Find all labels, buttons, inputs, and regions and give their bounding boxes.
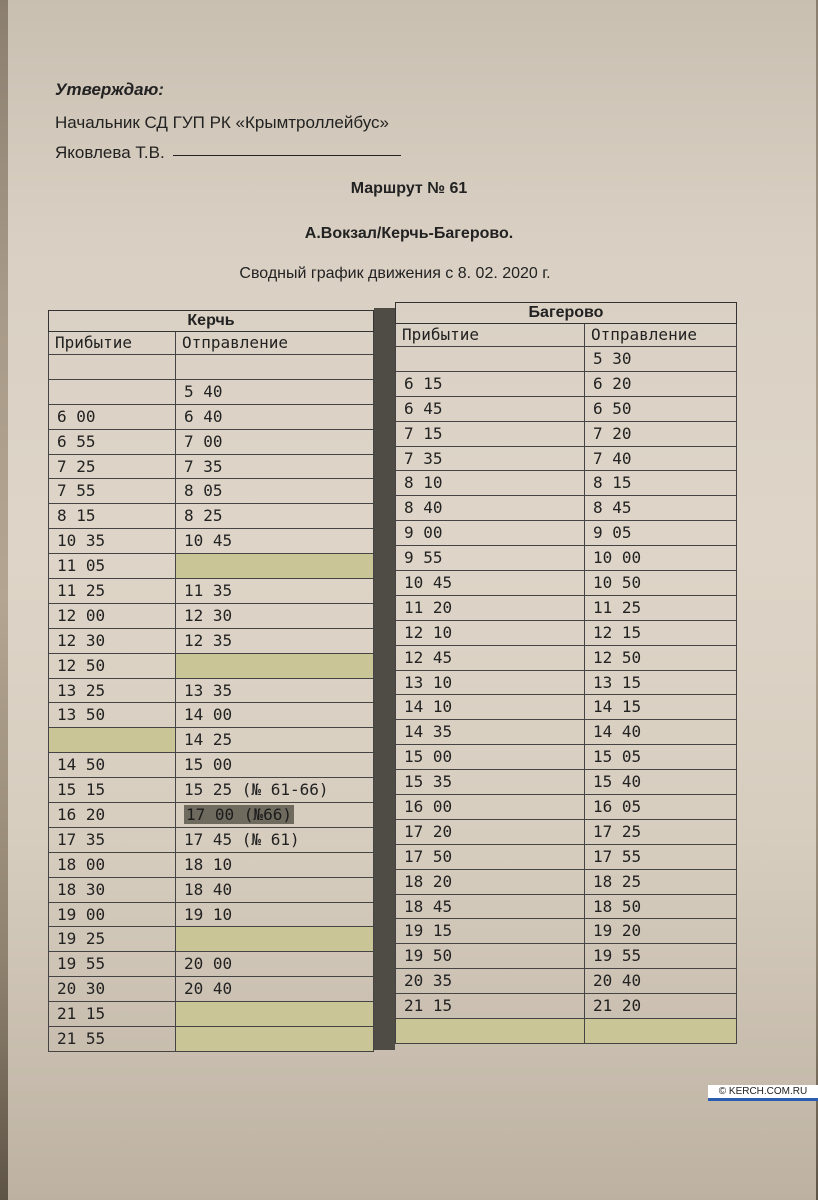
arrival-cell: 12 30 (48, 629, 176, 654)
departure-cell: 6 20 (585, 372, 737, 397)
table-row (48, 903, 374, 928)
arrival-cell: 19 00 (48, 903, 176, 928)
table-row (395, 447, 737, 472)
departure-cell: 10 45 (176, 529, 374, 554)
departure-cell: 19 55 (585, 944, 737, 969)
departure-cell: 20 00 (176, 952, 374, 977)
table-row (395, 994, 737, 1019)
departure-cell: 12 30 (176, 604, 374, 629)
table-row (395, 347, 737, 372)
departure-cell: 7 40 (585, 447, 737, 472)
departure-cell: 15 25 (№ 61-66) (176, 778, 374, 803)
table-row (48, 878, 374, 903)
kerch-table (48, 310, 374, 1052)
departure-cell: 18 10 (176, 853, 374, 878)
table-row (395, 944, 737, 969)
departure-cell: 8 25 (176, 504, 374, 529)
table-row (395, 546, 737, 571)
table-row (395, 596, 737, 621)
table-row (395, 671, 737, 696)
table-row (395, 422, 737, 447)
arrival-cell: 10 35 (48, 529, 176, 554)
departure-cell: 19 10 (176, 903, 374, 928)
table-row (395, 471, 737, 496)
table-row (48, 728, 374, 753)
kerch-departure-header: Отправление (176, 332, 374, 355)
departure-cell: 7 20 (585, 422, 737, 447)
arrival-cell: 21 15 (48, 1002, 176, 1027)
table-row (48, 430, 374, 455)
table-row (395, 1019, 737, 1044)
table-row (395, 770, 737, 795)
table-row (395, 646, 737, 671)
arrival-cell: 20 30 (48, 977, 176, 1002)
arrival-cell (395, 1019, 585, 1044)
departure-cell: 6 50 (585, 397, 737, 422)
table-row (48, 927, 374, 952)
arrival-cell: 18 45 (395, 895, 585, 920)
departure-cell: 11 25 (585, 596, 737, 621)
kerch-arrival-header: Прибытие (48, 332, 176, 355)
departure-cell: 18 50 (585, 895, 737, 920)
arrival-cell: 6 15 (395, 372, 585, 397)
departure-cell: 13 15 (585, 671, 737, 696)
departure-cell: 6 40 (176, 405, 374, 430)
departure-cell: 17 25 (585, 820, 737, 845)
arrival-cell: 18 00 (48, 853, 176, 878)
departure-cell: 17 45 (№ 61) (176, 828, 374, 853)
departure-cell: 12 35 (176, 629, 374, 654)
departure-cell: 15 05 (585, 745, 737, 770)
table-row (395, 496, 737, 521)
kerch-rows (48, 355, 374, 1052)
departure-cell: 13 35 (176, 679, 374, 704)
arrival-cell: 17 20 (395, 820, 585, 845)
departure-cell (176, 355, 374, 380)
table-row (48, 679, 374, 704)
table-row (48, 554, 374, 579)
table-row (395, 895, 737, 920)
arrival-cell: 13 10 (395, 671, 585, 696)
arrival-cell: 8 10 (395, 471, 585, 496)
arrival-cell: 10 45 (395, 571, 585, 596)
arrival-cell (395, 347, 585, 372)
table-row (48, 853, 374, 878)
arrival-cell: 14 35 (395, 720, 585, 745)
arrival-cell: 12 10 (395, 621, 585, 646)
table-row (395, 919, 737, 944)
bagerovo-table (395, 302, 737, 1044)
table-divider (374, 308, 395, 1050)
arrival-cell: 9 55 (395, 546, 585, 571)
arrival-cell: 16 00 (395, 795, 585, 820)
table-row (395, 695, 737, 720)
arrival-cell: 6 45 (395, 397, 585, 422)
departure-cell: 7 35 (176, 455, 374, 480)
departure-cell: 18 25 (585, 870, 737, 895)
arrival-cell (48, 380, 176, 405)
departure-cell: 7 00 (176, 430, 374, 455)
arrival-cell: 20 35 (395, 969, 585, 994)
arrival-cell: 7 55 (48, 479, 176, 504)
table-row (48, 355, 374, 380)
table-row (48, 753, 374, 778)
arrival-cell: 12 00 (48, 604, 176, 629)
departure-cell: 10 00 (585, 546, 737, 571)
table-row (48, 778, 374, 803)
departure-cell (585, 1019, 737, 1044)
arrival-cell: 8 15 (48, 504, 176, 529)
arrival-cell: 13 50 (48, 703, 176, 728)
departure-cell: 11 35 (176, 579, 374, 604)
table-row (395, 969, 737, 994)
arrival-cell: 15 00 (395, 745, 585, 770)
departure-cell: 15 40 (585, 770, 737, 795)
arrival-cell: 9 00 (395, 521, 585, 546)
arrival-cell (48, 355, 176, 380)
highlighted-departure: 17 00 (№66) (186, 805, 292, 825)
arrival-cell: 18 30 (48, 878, 176, 903)
table-row (48, 604, 374, 629)
signature-blank (173, 155, 401, 156)
table-row (395, 820, 737, 845)
bagerovo-title: Багерово (395, 302, 737, 324)
table-row (48, 629, 374, 654)
arrival-cell: 11 05 (48, 554, 176, 579)
route-stops: А.Вокзал/Керчь-Багерово. (304, 225, 514, 242)
watermark: © KERCH.COM.RU (708, 1085, 818, 1101)
table-row (48, 579, 374, 604)
approve-label: Утверждаю: (55, 80, 164, 99)
departure-cell: 9 05 (585, 521, 737, 546)
table-row (395, 845, 737, 870)
arrival-cell: 13 25 (48, 679, 176, 704)
departure-cell (176, 803, 374, 828)
signature-line (55, 143, 401, 163)
table-row (48, 977, 374, 1002)
arrival-cell: 17 50 (395, 845, 585, 870)
arrival-cell: 14 10 (395, 695, 585, 720)
bagerovo-departure-header: Отправление (585, 324, 737, 347)
bagerovo-rows (395, 347, 737, 1044)
table-row (395, 372, 737, 397)
table-row (395, 621, 737, 646)
departure-cell: 19 20 (585, 919, 737, 944)
table-row (48, 529, 374, 554)
arrival-cell: 18 20 (395, 870, 585, 895)
departure-cell: 12 15 (585, 621, 737, 646)
table-row (395, 397, 737, 422)
table-row (48, 952, 374, 977)
arrival-cell: 11 25 (48, 579, 176, 604)
arrival-cell: 7 15 (395, 422, 585, 447)
departure-cell: 18 40 (176, 878, 374, 903)
table-row (48, 1027, 374, 1052)
table-row (48, 380, 374, 405)
departure-cell: 8 45 (585, 496, 737, 521)
departure-cell: 14 15 (585, 695, 737, 720)
route-title: Маршрут № 61 (350, 180, 468, 197)
departure-cell: 14 40 (585, 720, 737, 745)
departure-cell: 12 50 (585, 646, 737, 671)
arrival-cell: 11 20 (395, 596, 585, 621)
departure-cell: 8 15 (585, 471, 737, 496)
table-row (48, 1002, 374, 1027)
table-row (48, 703, 374, 728)
departure-cell: 5 30 (585, 347, 737, 372)
arrival-cell: 19 50 (395, 944, 585, 969)
departure-cell (176, 1002, 374, 1027)
departure-cell: 10 50 (585, 571, 737, 596)
table-row (395, 795, 737, 820)
arrival-cell: 21 15 (395, 994, 585, 1019)
table-row (48, 654, 374, 679)
arrival-cell (48, 728, 176, 753)
departure-cell: 8 05 (176, 479, 374, 504)
table-row (48, 405, 374, 430)
table-row (395, 720, 737, 745)
departure-cell (176, 554, 374, 579)
departure-cell: 20 40 (585, 969, 737, 994)
arrival-cell: 19 15 (395, 919, 585, 944)
chief-title: Начальник СД ГУП РК «Крымтроллейбус» (55, 113, 389, 132)
arrival-cell: 19 55 (48, 952, 176, 977)
bagerovo-arrival-header: Прибытие (395, 324, 585, 347)
departure-cell: 17 55 (585, 845, 737, 870)
arrival-cell: 7 25 (48, 455, 176, 480)
arrival-cell: 6 00 (48, 405, 176, 430)
arrival-cell: 15 15 (48, 778, 176, 803)
table-row (48, 504, 374, 529)
kerch-title: Керчь (48, 310, 374, 332)
table-row (395, 870, 737, 895)
signer-name: Яковлева Т.В. (55, 143, 165, 162)
departure-cell: 15 00 (176, 753, 374, 778)
arrival-cell: 12 50 (48, 654, 176, 679)
arrival-cell: 21 55 (48, 1027, 176, 1052)
departure-cell: 5 40 (176, 380, 374, 405)
departure-cell: 21 20 (585, 994, 737, 1019)
arrival-cell: 15 35 (395, 770, 585, 795)
table-row (48, 828, 374, 853)
arrival-cell: 14 50 (48, 753, 176, 778)
table-row (395, 521, 737, 546)
departure-cell (176, 654, 374, 679)
departure-cell (176, 927, 374, 952)
arrival-cell: 6 55 (48, 430, 176, 455)
arrival-cell: 19 25 (48, 927, 176, 952)
table-row (48, 803, 374, 828)
table-row (48, 479, 374, 504)
arrival-cell: 17 35 (48, 828, 176, 853)
departure-cell: 14 00 (176, 703, 374, 728)
arrival-cell: 8 40 (395, 496, 585, 521)
arrival-cell: 12 45 (395, 646, 585, 671)
arrival-cell: 16 20 (48, 803, 176, 828)
table-row (395, 571, 737, 596)
schedule-title: Сводный график движения с 8. 02. 2020 г. (239, 265, 551, 282)
departure-cell: 16 05 (585, 795, 737, 820)
departure-cell: 14 25 (176, 728, 374, 753)
departure-cell: 20 40 (176, 977, 374, 1002)
table-row (48, 455, 374, 480)
departure-cell (176, 1027, 374, 1052)
table-row (395, 745, 737, 770)
arrival-cell: 7 35 (395, 447, 585, 472)
